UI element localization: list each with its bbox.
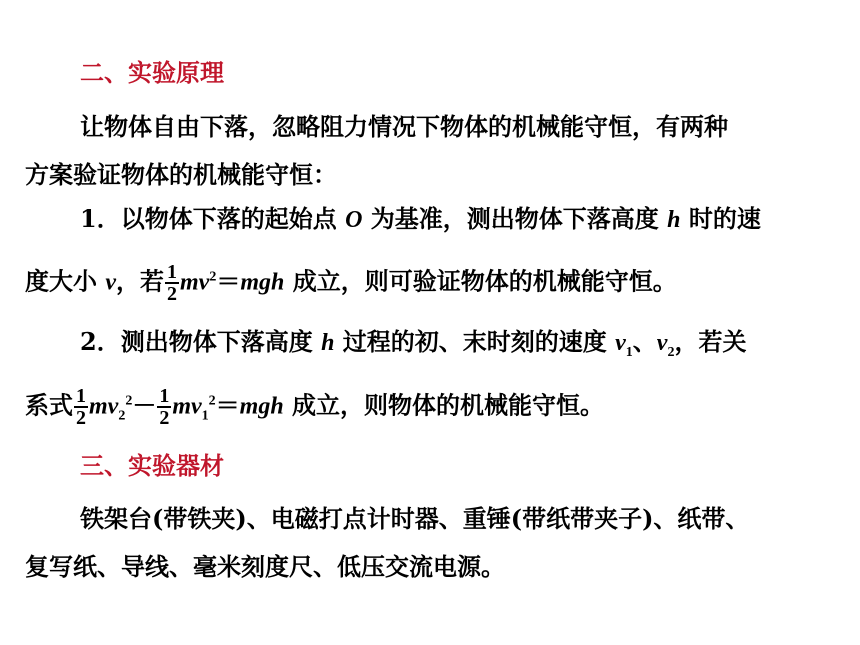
heading-experiment-equipment: 三、实验器材 (80, 451, 224, 480)
term-mgh: mgh (239, 393, 284, 420)
heading-experiment-principle: 二、实验原理 (80, 58, 224, 87)
term-mv2: mv (89, 393, 119, 420)
equipment-line1: 铁架台(带铁夹)、电磁打点计时器、重锤(带纸带夹子)、纸带、 (80, 504, 750, 533)
term-mv1: mv (172, 393, 202, 420)
symbol-v1: v (615, 330, 626, 356)
symbol-v: v (105, 269, 117, 296)
symbol-v2: v (656, 330, 668, 356)
symbol-h: h (321, 330, 335, 356)
method1-line1: 1．以物体下落的起始点 O 为基准，测出物体下落高度 h 时的速 (80, 204, 761, 233)
method2-line2: 系式 $\frac{1}{2}$ $mv_2^2-$ $\frac{1}{2}$ $mv_1^2=mgh$ 成立，则物体的机械能守恒。 (25, 385, 605, 429)
principle-intro-line2: 方案验证物体的机械能守恒： (25, 160, 337, 189)
equipment-line2: 复写纸、导线、毫米刻度尺、低压交流电源。 (25, 552, 505, 581)
fraction-one-half: $\frac{1}{2}$ (76, 385, 86, 429)
symbol-O: O (345, 207, 363, 233)
symbol-h: h (667, 207, 681, 233)
fraction-one-half: $\frac{1}{2}$ (167, 261, 178, 305)
term-mv: mv (180, 269, 210, 296)
method1-line2: 度大小 v，若 $\frac{1}{2}$ $mv^2=mgh$ 成立，则可验证物体的机械能守恒。 (25, 261, 677, 305)
principle-intro-line1: 让物体自由下落，忽略阻力情况下物体的机械能守恒，有两种 (80, 112, 728, 141)
term-mgh: mgh (240, 269, 285, 296)
fraction-one-half: $\frac{1}{2}$ (159, 385, 170, 429)
method2-line1: 2．测出物体下落高度 h 过程的初、末时刻的速度 $v_1$、$v_2$，若关 (80, 327, 747, 360)
